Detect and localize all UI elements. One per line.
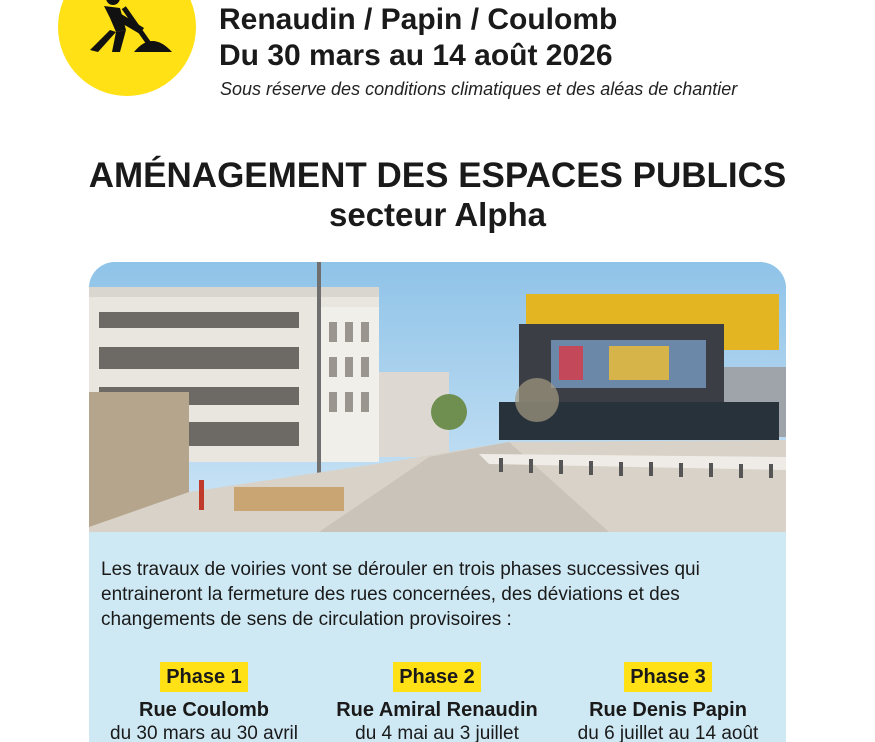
phase-label: Phase 2 xyxy=(393,662,481,692)
phase-dates: du 6 juillet au 14 août xyxy=(577,723,759,742)
phase-label: Phase 1 xyxy=(160,662,248,692)
phase-street: Rue Coulomb xyxy=(139,699,269,721)
street-photo xyxy=(89,262,786,532)
info-card xyxy=(89,262,786,742)
construction-badge xyxy=(58,0,196,96)
section-title xyxy=(0,156,875,234)
phase-dates: du 30 mars au 30 avril xyxy=(110,723,298,742)
section-title-sub: secteur Alpha xyxy=(328,196,546,233)
intro-text: Les travaux de voiries vont se dérouler en trois phases successives qui entraineront la fermeture des rues concernées, des déviations et des changements de sens de circulation provisoires : xyxy=(101,559,700,630)
phase-street: Rue Amiral Renaudin xyxy=(336,699,538,721)
reserve-note: Sous réserve des conditions climatiques et des aléas de chantier xyxy=(220,79,738,99)
phase-street: Rue Denis Papin xyxy=(589,699,747,721)
phase-3 xyxy=(553,662,783,742)
phase-2 xyxy=(322,662,552,742)
site-title-streets: Renaudin / Papin / Coulomb xyxy=(219,3,618,36)
phase-label: Phase 3 xyxy=(624,662,712,692)
site-title xyxy=(219,2,617,74)
construction-worker-icon xyxy=(76,0,176,74)
phase-dates: du 4 mai au 3 juillet xyxy=(355,723,519,742)
site-title-dates: Du 30 mars au 14 août 2026 xyxy=(219,39,613,72)
phase-1 xyxy=(89,662,319,742)
section-title-main: AMÉNAGEMENT DES ESPACES PUBLICS xyxy=(88,156,787,195)
